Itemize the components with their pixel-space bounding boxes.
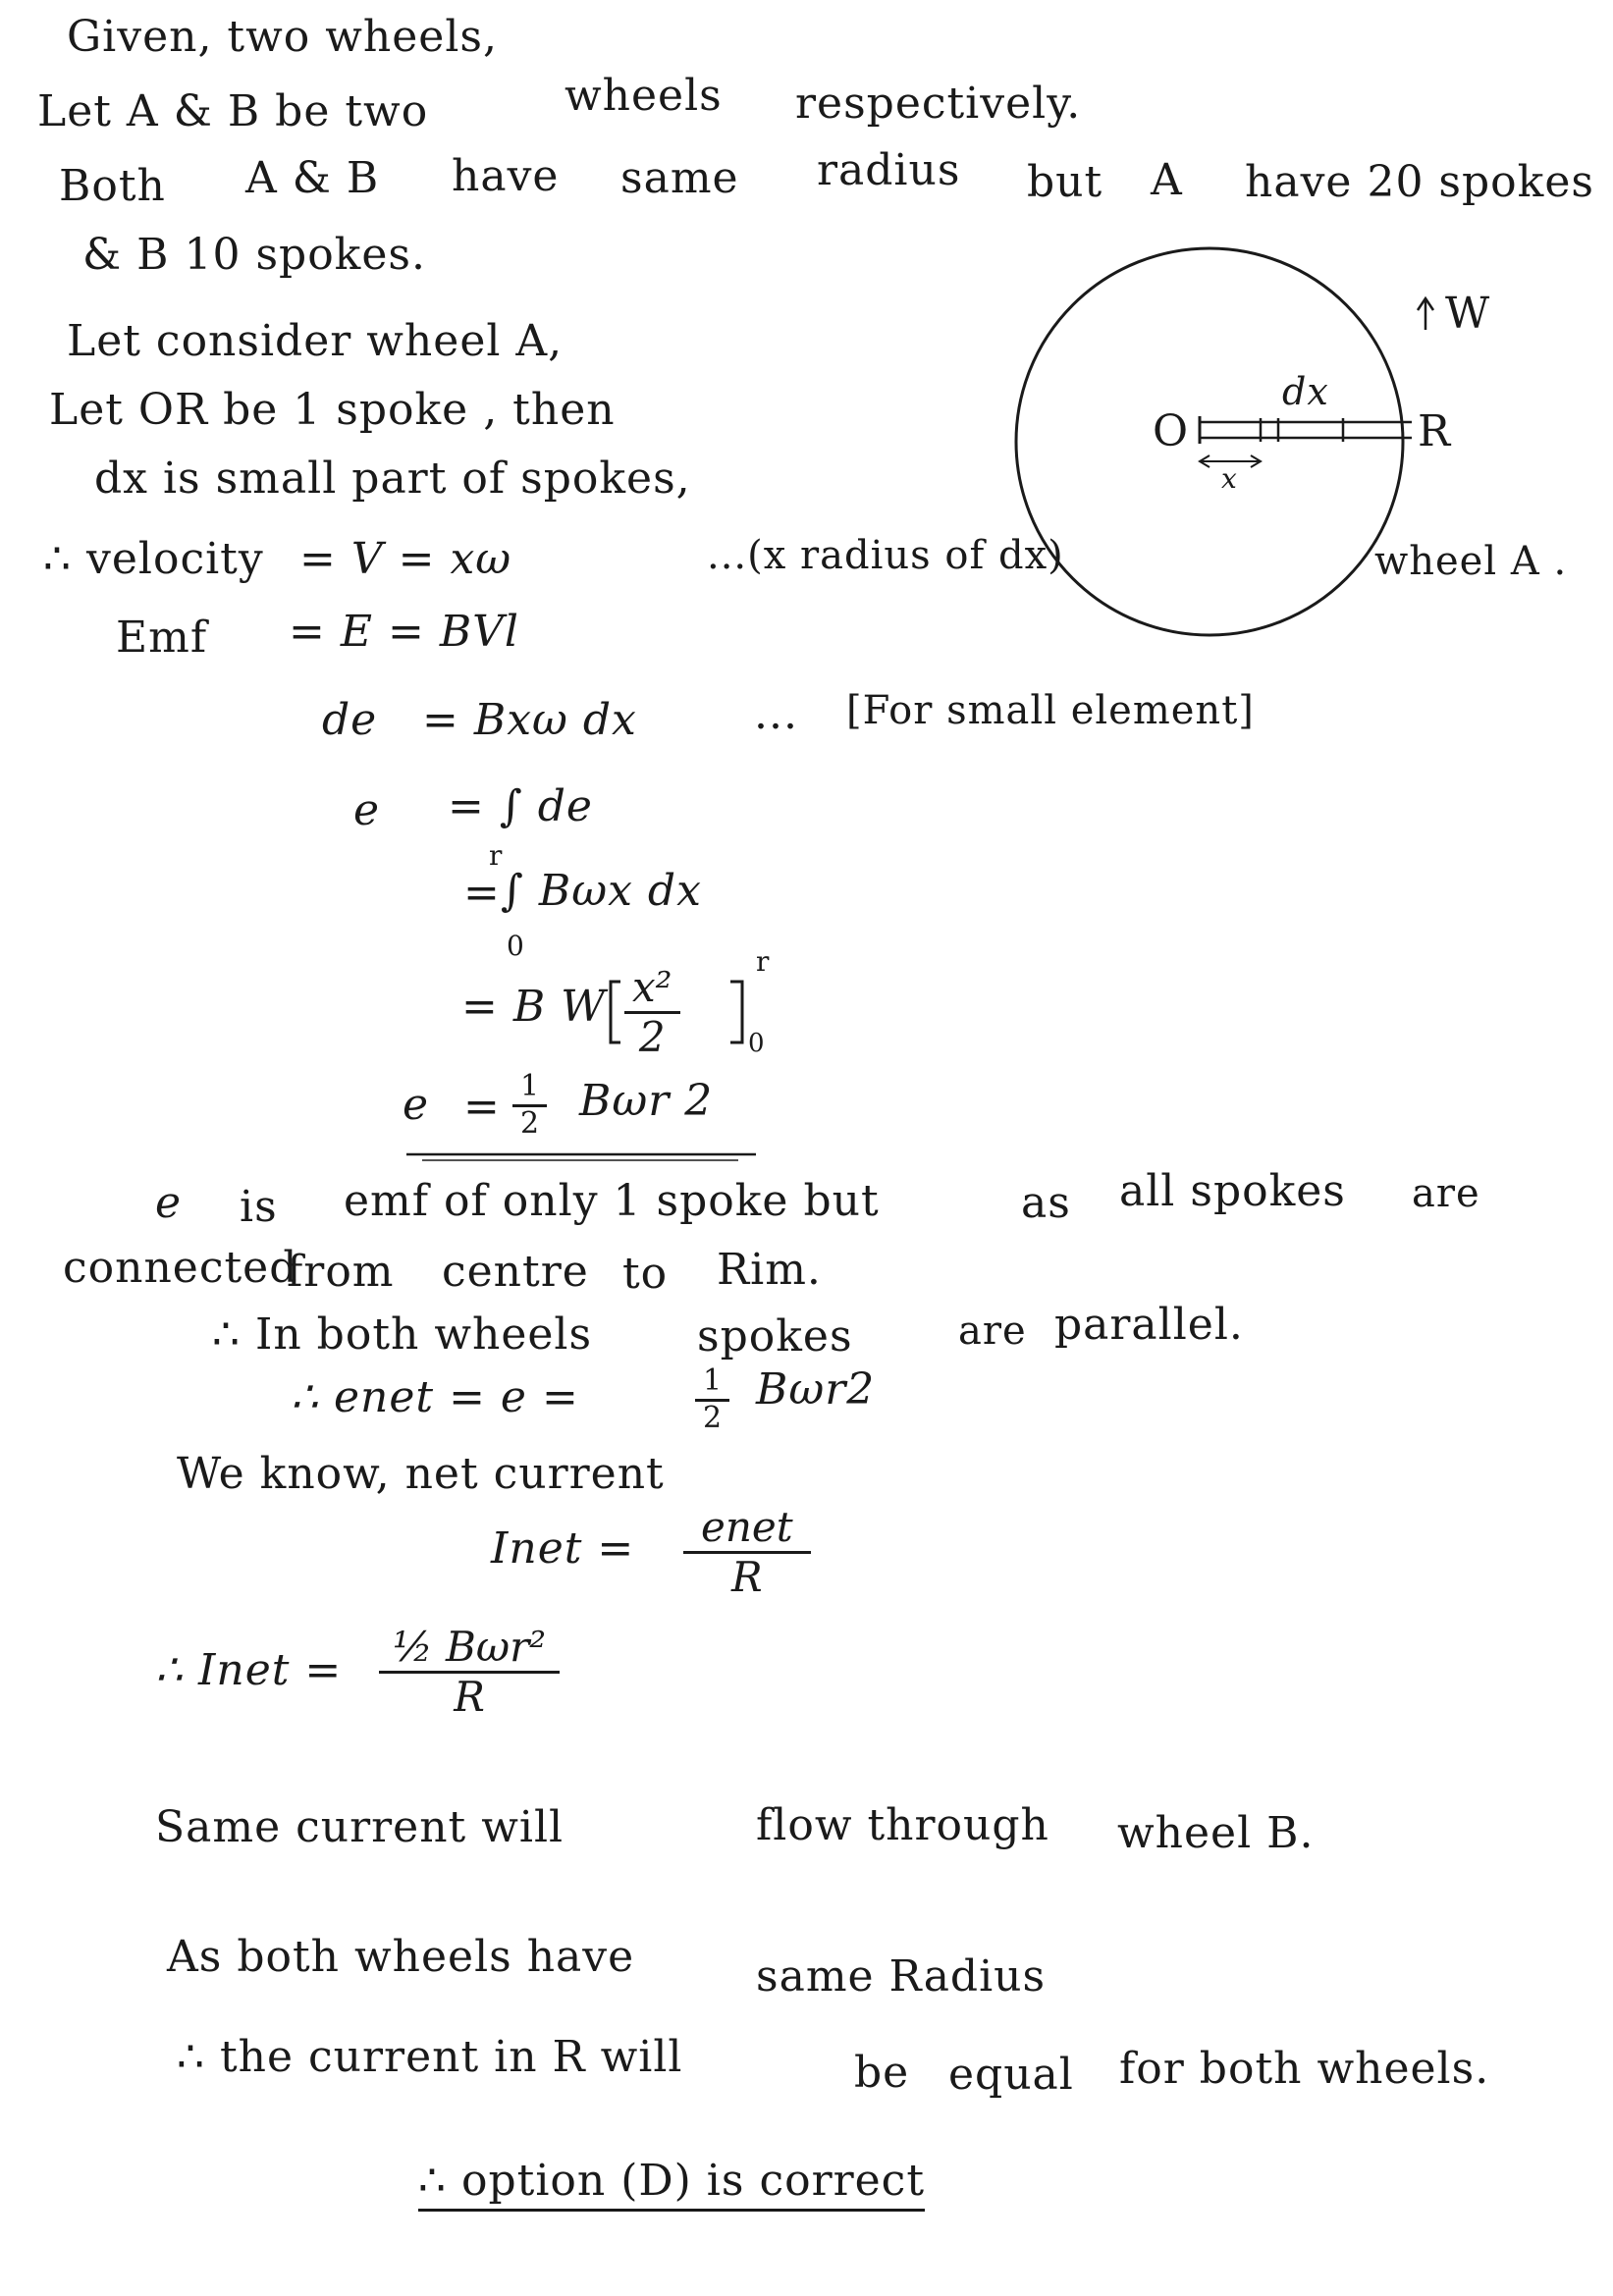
line-we-know: We know, net current — [177, 1449, 665, 1499]
text-all-spokes: all spokes — [1119, 1166, 1346, 1216]
line-b-10-spokes: & B 10 spokes. — [82, 230, 426, 280]
frac-half-bwr2: ½ Bωr² — [379, 1624, 560, 1674]
label-x: x — [1221, 462, 1238, 495]
text-de: de — [322, 695, 378, 745]
text-as-both-wheels-have: As both wheels have — [167, 1932, 635, 1982]
text-have-20-spokes: have 20 spokes — [1245, 157, 1594, 207]
text-in-both-wheels: ∴ In both wheels — [212, 1309, 593, 1360]
text-from: from — [287, 1247, 395, 1297]
text-wheels: wheels — [565, 71, 723, 121]
text-equal: equal — [948, 2050, 1074, 2100]
text-emf-label: Emf — [116, 613, 208, 663]
eq-inet-label: Inet = — [491, 1523, 635, 1574]
text-current-in-r-will: ∴ the current in R will — [177, 2032, 683, 2082]
bracket-lower-0: 0 — [748, 1029, 766, 1058]
eq-velocity: = V = xω — [299, 534, 512, 584]
bracket-right — [730, 982, 742, 1042]
eq-inet-result-label: ∴ Inet = — [155, 1645, 343, 1695]
text-rim: Rim. — [717, 1245, 822, 1295]
text-a: A — [1151, 155, 1183, 205]
bracket-left — [611, 982, 620, 1042]
label-o: O — [1153, 406, 1190, 456]
text-same-radius: same Radius — [756, 1951, 1047, 2002]
text-is: is — [240, 1182, 278, 1232]
frac-enet: enet — [683, 1504, 811, 1554]
frac-two: 2 — [520, 1105, 540, 1141]
text-for-both-wheels: for both wheels. — [1119, 2044, 1490, 2094]
label-wheel-a: wheel A . — [1374, 539, 1568, 584]
eq-bwr2: Bωr 2 — [579, 1076, 714, 1126]
frac-one-2: 1 — [695, 1364, 729, 1402]
text-e-2: e — [155, 1178, 183, 1228]
frac-numerator: x² — [624, 964, 680, 1014]
line-dx-small-part: dx is small part of spokes, — [94, 454, 691, 504]
line-let-consider: Let consider wheel A, — [67, 316, 564, 366]
label-dx: dx — [1282, 370, 1329, 413]
text-a-and-b: A & B — [245, 153, 380, 203]
wheel-circle — [1016, 248, 1403, 635]
eq-de: = Bxω dx — [422, 695, 637, 745]
text-connected: connected — [63, 1243, 298, 1293]
text-equals: = — [463, 868, 501, 918]
text-parallel: parallel. — [1054, 1300, 1244, 1350]
text-flow-through: flow through — [756, 1800, 1049, 1850]
line-let-a-b: Let A & B be two — [37, 86, 429, 136]
text-e-result: e — [403, 1080, 430, 1130]
text-respectively: respectively. — [795, 79, 1082, 129]
frac-r: R — [731, 1553, 763, 1602]
text-are: are — [1412, 1171, 1480, 1216]
label-omega: W — [1445, 289, 1491, 339]
note-x-radius: ...(x radius of dx) — [707, 533, 1064, 578]
text-are-2: are — [958, 1308, 1027, 1354]
text-but: but — [1027, 157, 1103, 207]
conclusion-option-d: ∴ option (D) is correct — [418, 2160, 925, 2212]
text-be: be — [854, 2048, 910, 2098]
frac-r-2: R — [454, 1673, 485, 1722]
text-wheel-b: wheel B. — [1117, 1808, 1315, 1858]
text-radius: radius — [817, 145, 961, 195]
eq-bwr2-2: Bωr2 — [756, 1364, 876, 1415]
text-same-current-will: Same current will — [155, 1802, 565, 1852]
line-let-or-be-spoke: Let OR be 1 spoke , then — [49, 385, 616, 435]
frac-two-2: 2 — [703, 1400, 723, 1435]
text-e: e — [353, 785, 381, 835]
text-centre: centre — [442, 1247, 589, 1297]
line-given: Given, two wheels, — [67, 12, 498, 62]
limit-lower-0: 0 — [507, 930, 525, 962]
label-r: R — [1418, 406, 1452, 456]
note-small-element: [For small element] — [846, 688, 1255, 733]
eq-emf: = E = BVl — [289, 607, 519, 657]
limit-upper-r: r — [489, 839, 504, 872]
text-both: Both — [59, 161, 166, 211]
text-equals-2: = — [463, 1082, 501, 1132]
frac-denominator: 2 — [638, 1013, 666, 1062]
text-velocity-label: ∴ velocity — [43, 534, 264, 584]
text-have: have — [452, 151, 560, 201]
eq-integral-de: = ∫ de — [448, 781, 593, 831]
text-to: to — [622, 1249, 669, 1299]
eq-enet: ∴ enet = e = — [291, 1372, 579, 1422]
text-same: same — [620, 153, 739, 203]
bracket-upper-r: r — [756, 945, 771, 978]
eq-bw: = B W — [461, 982, 607, 1032]
text-spokes: spokes — [697, 1311, 853, 1362]
eq-integral-bwx: ∫ Bωx dx — [501, 866, 702, 916]
frac-one: 1 — [512, 1070, 547, 1107]
text-emf-of-only: emf of only 1 spoke but — [344, 1176, 880, 1226]
text-as: as — [1021, 1178, 1071, 1228]
text-ellipsis: ... — [754, 689, 798, 739]
